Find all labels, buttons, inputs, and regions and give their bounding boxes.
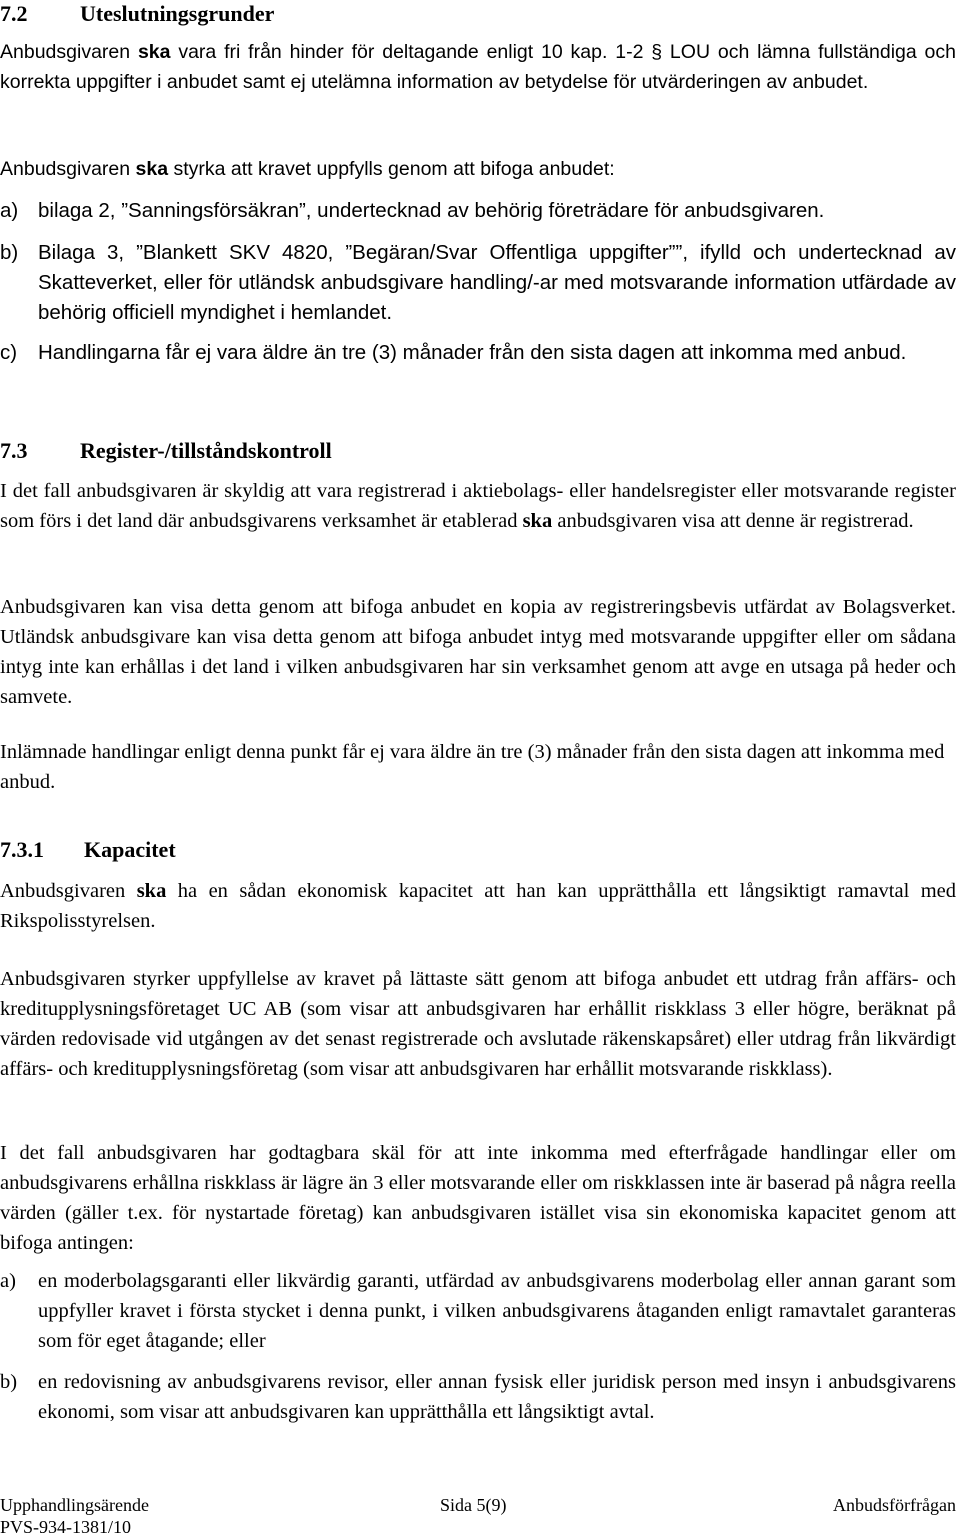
text-run: styrka att kravet uppfylls genom att bifoga anbudet:: [168, 158, 615, 180]
list-item: [0, 196, 956, 226]
text-run: vara fri från hinder för deltagande enligt 10 kap. 1-2 § LOU och lämna fullständiga och korrekta uppgifter i anbudet samt ej utelämna information av betydelse för utvärderingen av anbudet.: [0, 41, 956, 93]
footer-doc-type: Anbudsförfrågan: [833, 1495, 956, 1515]
list-label: a): [0, 199, 19, 222]
paragraph: I det fall anbudsgivaren har godtagbara skäl för att inte inkomma med efterfrågade handlingar eller om anbudsgivarens erhållna riskklass är lägre än 3 eller motsvarande eller om riskklassen inte är baserad på några reella värden (gäller t.ex. för nystartade företag) kan anbudsgivaren istället visa sin ekonomiska kapacitet genom att bifoga antingen:: [0, 1142, 956, 1254]
list-label: c): [0, 341, 18, 364]
bold-run: ska: [136, 880, 167, 902]
list-item: [0, 238, 956, 328]
paragraph: Anbudsgivaren styrker uppfyllelse av kravet på lättaste sätt genom att bifoga anbudet ett utdrag från affärs- och kreditupplysningsföretaget UC AB (som visar att anbudsgivaren har erhållit riskklass 3 eller högre, beräknat på värden redovisade vid utgången av det senast registrerade och avslutade räkenskapsåret) eller utdrag från likvärdigt affärs- och kreditupplysningsföretag (som visar att anbudsgivaren har erhållit motsvarande riskklass).: [0, 968, 956, 1080]
list-label: a): [0, 1270, 16, 1292]
list-text: bilaga 2, ”Sanningsförsäkran”, undertecknad av behörig företrädare för anbudsgivaren.: [38, 199, 825, 222]
section-number: 7.3: [0, 438, 28, 463]
text-run: Anbudsgivaren: [0, 880, 137, 902]
text-run: I det fall anbudsgivaren är skyldig att vara registrerad i aktiebolags- eller handelsregister eller motsvarande register som förs i det land där anbudsgivarens verksamhet är etablerad: [0, 480, 956, 532]
paragraph: [0, 154, 956, 184]
section-heading-7-3-1: [0, 836, 176, 864]
list-text: en moderbolagsgaranti eller likvärdig garanti, utfärdad av anbudsgivarens moderbolag eller annan garant som uppfyller kravet i första stycket i denna punkt, i vilken anbudsgivarens åtaganden enligt ramavtalet garanteras som för eget åtagande; eller: [38, 1270, 956, 1352]
paragraph: [0, 476, 956, 536]
section-heading-7-3: [0, 437, 332, 465]
text-run: anbudsgivaren visa att denne är registrerad.: [552, 510, 914, 532]
text-run: Anbudsgivaren: [0, 158, 136, 180]
section-title: Register-/tillståndskontroll: [80, 438, 332, 463]
text-run: ha en sådan ekonomisk kapacitet att han kan upprätthålla ett långsiktigt ramavtal med Rikspolisstyrelsen.: [0, 880, 956, 932]
text-run: Anbudsgivaren: [0, 41, 138, 63]
list-text: Bilaga 3, ”Blankett SKV 4820, ”Begäran/Svar Offentliga uppgifter””, ifylld och undertecknad av Skatteverket, eller för utländsk anbudsgivare handling/-ar med motsvarande information utfärdade av behörig officiell myndighet i hemlandet.: [38, 241, 956, 324]
list-label: b): [0, 241, 19, 264]
paragraph: Inlämnade handlingar enligt denna punkt får ej vara äldre än tre (3) månader från den sista dagen att inkomma med anbud.: [0, 741, 945, 793]
list-item: [0, 1266, 956, 1356]
bold-run: ska: [522, 510, 553, 532]
section-title: Kapacitet: [84, 837, 176, 862]
section-number: 7.2: [0, 1, 28, 26]
list-text: en redovisning av anbudsgivarens revisor, eller annan fysisk eller juridisk person med insyn i anbudsgivarens ekonomi, som visar att anbudsgivaren kan upprätthålla ett långsiktigt avtal.: [38, 1371, 956, 1423]
footer-page-number: Sida 5(9): [440, 1495, 507, 1515]
list-text: Handlingarna får ej vara äldre än tre (3) månader från den sista dagen att inkomma med anbud.: [38, 341, 907, 364]
section-heading-7-2: [0, 0, 275, 28]
paragraph: [0, 37, 956, 97]
list-item: [0, 1367, 956, 1427]
section-number: 7.3.1: [0, 837, 44, 862]
paragraph: [0, 876, 956, 936]
paragraph: Anbudsgivaren kan visa detta genom att bifoga anbudet en kopia av registreringsbevis utfärdat av Bolagsverket. Utländsk anbudsgivare kan visa detta genom att bifoga anbudet intyg med motsvarande uppgifter eller om sådana intyg inte kan erhållas i det land i vilken anbudsgivaren har sin verksamhet genom att avge en utsaga på heder och samvete.: [0, 596, 956, 708]
footer-reference: PVS-934-1381/10: [0, 1517, 132, 1537]
list-item: [0, 338, 956, 368]
bold-run: ska: [135, 158, 169, 180]
footer-case: Upphandlingsärende: [0, 1495, 149, 1515]
bold-run: ska: [137, 41, 171, 63]
section-title: Uteslutningsgrunder: [80, 1, 275, 26]
list-label: b): [0, 1371, 18, 1393]
